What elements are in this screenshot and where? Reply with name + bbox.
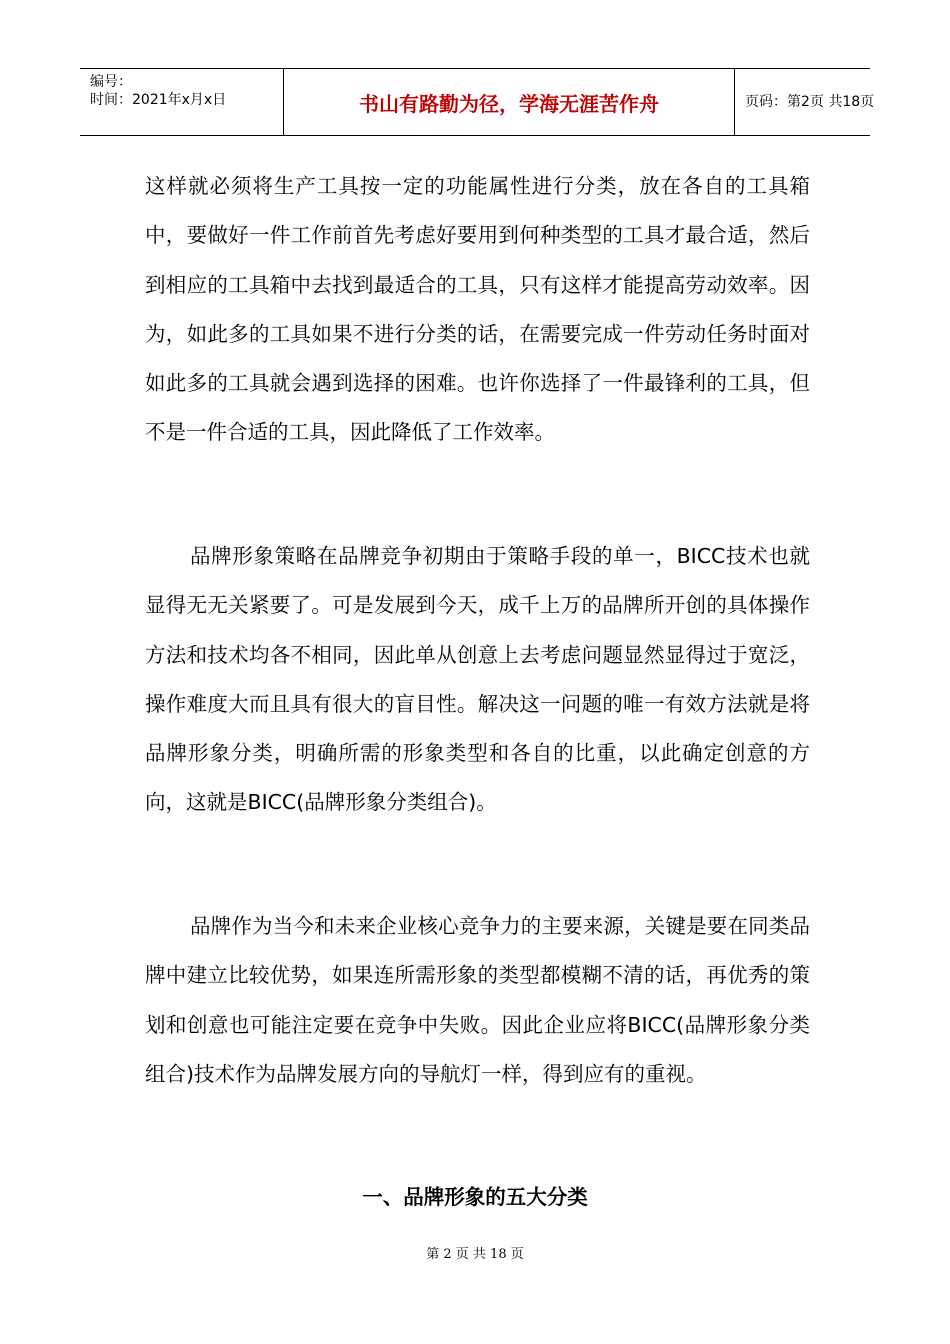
header-info-cell xyxy=(80,69,283,135)
header-page-code: 页码：第2页 共18页 xyxy=(745,94,875,110)
document-date-label: 时间：2021年x月x日 xyxy=(90,92,227,108)
body-paragraph-2: 品牌形象策略在品牌竞争初期由于策略手段的单一，BICC技术也就显得无无关紧要了。可是发展到今天，成千上万的品牌所开创的具体操作方法和技术均各不相同，因此单从创意上去考虑问题显然显得过于宽泛，操作难度大而且具有很大的盲目性。解决这一问题的唯一有效方法就是将品牌形象分类，明确所需的形象类型和各自的比重，以此确定创意的方向，这就是BICC(品牌形象分类组合)。 xyxy=(145,544,810,815)
header-motto-cell xyxy=(283,69,735,135)
body-paragraph-3: 品牌作为当今和未来企业核心竞争力的主要来源，关键是要在同类品牌中建立比较优势，如果连所需形象的类型都模糊不清的话，再优秀的策划和创意也可能注定要在竞争中失败。因此企业应将BICC(品牌形象分类组合)技术作为品牌发展方向的导航灯一样，得到应有的重视。 xyxy=(145,914,810,1086)
header-page-cell xyxy=(735,69,875,135)
document-header xyxy=(80,68,875,136)
page-footer: 第 2 页 共 18 页 xyxy=(426,1247,524,1262)
header-motto: 书山有路勤为径，学海无涯苦作舟 xyxy=(359,92,659,116)
body-paragraph-1: 这样就必须将生产工具按一定的功能属性进行分类，放在各自的工具箱中，要做好一件工作前首先考虑好要用到何种类型的工具才最合适，然后到相应的工具箱中去找到最适合的工具，只有这样才能提高劳动效率。因为，如此多的工具如果不进行分类的话，在需要完成一件劳动任务时面对如此多的工具就会遇到选择的困难。也许你选择了一件最锋利的工具，但不是一件合适的工具，因此降低了工作效率。 xyxy=(145,174,810,445)
section-heading: 一、品牌形象的五大分类 xyxy=(362,1185,588,1209)
document-number-label: 编号： xyxy=(90,74,132,90)
